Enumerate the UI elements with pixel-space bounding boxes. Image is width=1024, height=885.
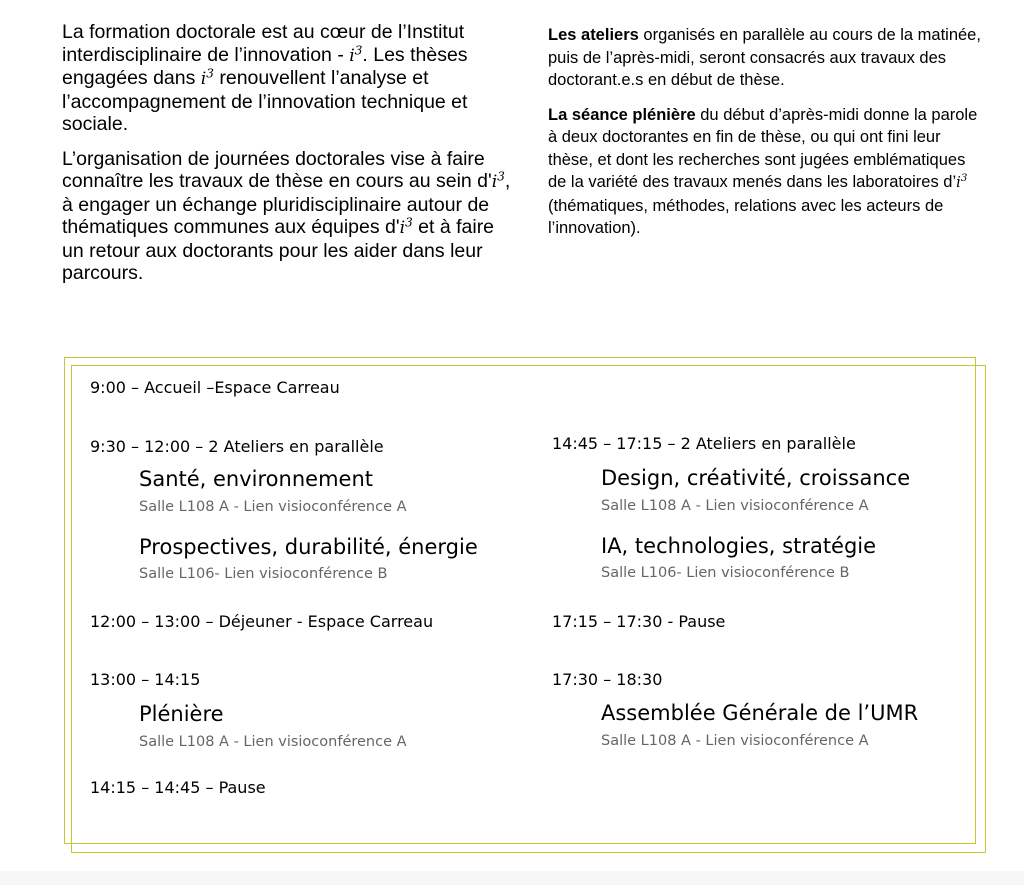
plenary-room[interactable]: Salle L108 A - Lien visioconférence A (139, 734, 407, 750)
assembly-time: 17:30 – 18:30 (552, 670, 663, 689)
pleniere-heading: La séance plénière (548, 105, 696, 124)
afternoon-workshops-time: 14:45 – 17:15 – 2 Ateliers en parallèle (552, 434, 856, 453)
intro-text: du début d’après-midi donne la parole à deux doctorantes en fin de thèse, ou qui ont fini leur thèse, et dont les recherches sont jugées emblématiques de la variété des travaux menés dans les laboratoires d’ (548, 105, 978, 191)
intro-right-column (548, 24, 988, 252)
welcome-slot: 9:00 – Accueil –Espace Carreau (90, 378, 340, 397)
lunch-slot: 12:00 – 13:00 – Déjeuner - Espace Carreau (90, 612, 434, 631)
pleniere-paragraph (548, 104, 988, 240)
plenary-title: Plénière (139, 702, 224, 726)
workshop-room-ia[interactable]: Salle L106- Lien visioconférence B (601, 565, 850, 581)
workshop-room-prospectives[interactable]: Salle L106- Lien visioconférence B (139, 566, 388, 582)
workshop-room-design[interactable]: Salle L108 A - Lien visioconférence A (601, 498, 869, 514)
late-pause-slot: 17:15 – 17:30 - Pause (552, 612, 726, 631)
assembly-room[interactable]: Salle L108 A - Lien visioconférence A (601, 733, 869, 749)
intro-text: (thématiques, méthodes, relations avec les acteurs de l’innovation). (548, 196, 944, 237)
intro-text: La formation doctorale est au cœur de l’Institut interdisciplinaire de l’innovation - (62, 21, 465, 66)
ateliers-heading: Les ateliers (548, 26, 639, 44)
intro-left-column (62, 21, 512, 297)
assembly-title: Assemblée Générale de l’UMR (601, 701, 919, 725)
intro-text: L’organisation de journées doctorales vise à faire connaître les travaux de thèse en cours au sein d' (62, 147, 492, 192)
intro-text: organisés en parallèle au cours de la matinée, puis de l’après-midi, seront consacrés aux travaux des doctorant.e.s en début de thèse. (548, 26, 981, 89)
intro-text: et à faire un retour aux doctorants pour les aider dans leur parcours. (62, 216, 495, 284)
workshop-title-prospectives: Prospectives, durabilité, énergie (139, 535, 478, 559)
page-bottom-edge (0, 871, 1024, 885)
intro-paragraph-2 (62, 148, 512, 285)
workshop-title-sante: Santé, environnement (139, 467, 373, 491)
ateliers-paragraph (548, 24, 988, 92)
intro-text: renouvellent l’analyse et l’accompagnement de l’innovation technique et sociale. (62, 67, 468, 135)
i3-logo: $i^3$ (349, 42, 363, 66)
i3-logo: $i^3$ (399, 215, 413, 238)
workshop-room-sante[interactable]: Salle L108 A - Lien visioconférence A (139, 499, 407, 515)
i3-logo: $i^3$ (956, 173, 968, 191)
morning-workshops-time: 9:30 – 12:00 – 2 Ateliers en parallèle (90, 437, 384, 456)
workshop-title-design: Design, créativité, croissance (601, 466, 911, 490)
plenary-time: 13:00 – 14:15 (90, 670, 201, 689)
intro-paragraph-1 (62, 21, 512, 136)
afternoon-pause-slot: 14:15 – 14:45 – Pause (90, 778, 266, 797)
i3-logo: $i^3$ (200, 66, 214, 89)
intro-text: , à engager un échange pluridisciplinaire autour de thématiques communes aux équipes d' (62, 170, 511, 238)
workshop-title-ia: IA, technologies, stratégie (601, 534, 877, 558)
i3-logo: $i^3$ (491, 169, 505, 192)
intro-text: . Les thèses engagées dans (62, 43, 468, 89)
